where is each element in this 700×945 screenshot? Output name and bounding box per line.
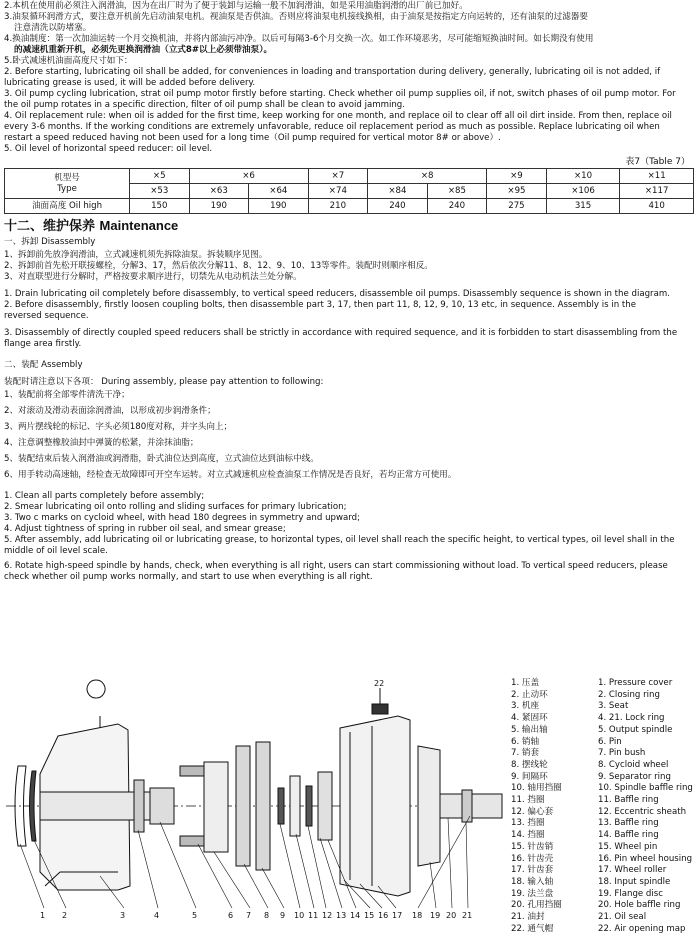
maintenance-heading bbox=[4, 218, 696, 235]
group-cell: ×7 bbox=[308, 169, 368, 184]
group-cell: ×9 bbox=[487, 169, 547, 184]
callout-label: 5 bbox=[192, 911, 198, 920]
eccentric-sheath-part bbox=[290, 776, 300, 836]
disassembly-cn-line: 2、拆卸前首先松开联接螺栓，分解3、17，然后依次分解11、8、12、9、10、13等零件。装配时则顺序相反。 bbox=[4, 261, 433, 271]
assembly-en-line: 6. Rotate high-speed spindle by hands, check, when everything is all right, users can start commissioning without load. To vertical speed reducers, please bbox=[4, 561, 668, 571]
page bbox=[4, 1, 696, 583]
oil-label-cell: 油面高度 Oil high bbox=[5, 199, 130, 214]
disassembly-en-line: flange area firstly. bbox=[4, 339, 82, 349]
disassembly-cn bbox=[4, 250, 696, 283]
parts-en-item: 3. Seat bbox=[598, 701, 629, 712]
callout-label: 13 bbox=[336, 911, 347, 920]
callout-label: 6 bbox=[228, 911, 234, 920]
model-label-cell bbox=[5, 169, 130, 199]
parts-cn-item: 19. 法兰盘 bbox=[511, 888, 554, 899]
parts-en-item: 5. Output spindle bbox=[598, 724, 673, 735]
cycloid-wheel-part bbox=[236, 746, 250, 866]
callout-label: 9 bbox=[280, 911, 286, 920]
parts-en-item: 7. Pin bush bbox=[598, 748, 646, 759]
note-en-line: lubricating grease is used, it will be added before delivery. bbox=[4, 78, 256, 88]
note-cn-line: 的减速机重新开机，必须先更换润滑油（立式8#以上必须带油泵）。 bbox=[14, 45, 273, 55]
parts-en-item: 20. Hole baffle ring bbox=[598, 900, 681, 911]
callout-label: 14 bbox=[350, 911, 361, 920]
type-cell: ×106 bbox=[546, 184, 620, 199]
callout-label: 19 bbox=[430, 911, 441, 920]
parts-cn-item: 1. 压盖 bbox=[511, 678, 540, 688]
type-cell: ×74 bbox=[308, 184, 368, 199]
disassembly-en-line: reversed sequence. bbox=[4, 311, 89, 321]
callout-label: 22 bbox=[374, 679, 385, 688]
assembly-cn-line: 1、装配前将全部零件清洗干净； bbox=[4, 390, 130, 400]
disassembly-cn-line: 1、拆卸前先放净润滑油，立式减速机须先拆除油泵。拆装顺序见图。 bbox=[4, 250, 268, 260]
parts-cn-item: 13. 挡圈 bbox=[511, 818, 545, 829]
callout-label: 15 bbox=[364, 911, 375, 920]
callout-label: 1 bbox=[40, 911, 46, 920]
type-cell: ×64 bbox=[249, 184, 309, 199]
parts-en-item: 19. Flange disc bbox=[598, 888, 663, 899]
assembly-en-line: 1. Clean all parts completely before assembly; bbox=[4, 491, 205, 501]
parts-cn-item: 8. 摆线轮 bbox=[511, 759, 548, 770]
parts-cn-item: 20. 孔用挡圈 bbox=[511, 900, 562, 911]
disassembly-en-line: 1. Drain lubricating oil completely before disassembly, to vertical speed reducers, disassemble oil pumps. Disassembly sequence is shown in the diagram. bbox=[4, 289, 670, 299]
parts-en-item: 16. Pin wheel housing bbox=[598, 853, 693, 864]
assembly-heading: 二、装配 Assembly bbox=[4, 360, 83, 370]
group-cell: ×8 bbox=[368, 169, 487, 184]
maintenance-title-cn: 十二、维护保养 bbox=[4, 219, 96, 234]
callout-label: 17 bbox=[392, 911, 403, 920]
callout-label: 3 bbox=[120, 911, 126, 920]
disassembly-heading: 一、拆卸 Disassembly bbox=[4, 237, 96, 247]
assembly-en-line: middle of oil level scale. bbox=[4, 546, 108, 556]
parts-en-item: 8. Cycloid wheel bbox=[598, 759, 669, 770]
parts-cn-item: 3. 机座 bbox=[511, 701, 540, 712]
callout-label: 10 bbox=[294, 911, 305, 920]
exploded-view-diagram bbox=[0, 676, 510, 942]
oil-value-cell: 410 bbox=[620, 199, 694, 214]
type-cell: ×63 bbox=[189, 184, 249, 199]
note-cn-line: 4.换油制度：第一次加油运转一个月交换机油，并将内部油污冲净。以后可每隔3-6个月交换一次。如工作环境恶劣，尽可能缩短换油时间。如长期没有使用 bbox=[4, 34, 594, 44]
flange-disc-part bbox=[418, 746, 440, 866]
maintenance-title-en: Maintenance bbox=[99, 218, 179, 233]
spacer bbox=[4, 350, 696, 360]
assembly-en-line: check whether oil pump works normally, and start to use when everything is all right. bbox=[4, 572, 373, 582]
parts-en-item: 4. 21. Lock ring bbox=[598, 713, 665, 724]
table-row bbox=[5, 199, 694, 214]
parts-en-item: 2. Closing ring bbox=[598, 689, 660, 700]
oil-value-cell: 190 bbox=[189, 199, 249, 214]
note-cn-line: 5.卧式减速机油面高度尺寸如下： bbox=[4, 56, 133, 66]
note-en-line: 5. Oil level of horizontal speed reducer: oil level. bbox=[4, 144, 213, 154]
callout-label: 21 bbox=[462, 911, 473, 920]
callout-label: 8 bbox=[264, 911, 270, 920]
parts-cn-item: 6. 销轴 bbox=[511, 736, 540, 747]
parts-en-item: 11. Baffle ring bbox=[598, 795, 659, 806]
parts-en-item: 9. Separator ring bbox=[598, 771, 671, 782]
disassembly-cn-line: 3、对直联型进行分解时，严格按要求顺序进行，切禁先从电动机法兰处分解。 bbox=[4, 272, 302, 282]
oil-level-table bbox=[4, 168, 694, 214]
spacer bbox=[4, 481, 696, 491]
note-cn-line: 注意清洗以防堵塞。 bbox=[14, 23, 92, 33]
note-en-line: 2. Before starting, lubricating oil shall be added, for conveniences in loading and transportation during delivery, generally, lubricating oil is not added, if bbox=[4, 67, 661, 77]
note-cn-line: 3.油泵循环润滑方式，要注意开机前先启动油泵电机。视油泵是否供油。否则应将油泵电机接线换相，由于油泵是按指定方向运转的，还有油泵的过滤器要 bbox=[4, 12, 588, 22]
disassembly-en-line: 2. Before disassembly, firstly loosen coupling bolts, then disassemble part 3, 17, then part 11, 8, 12, 9, 10, 13 etc, in sequence. Assembly is in the bbox=[4, 300, 636, 310]
assembly-cn-line: 2、对滚动及滑动表面涂润滑油，以形成初步润滑条件； bbox=[4, 406, 216, 416]
callout-label: 2 bbox=[62, 911, 68, 920]
parts-en-item: 13. Baffle ring bbox=[598, 818, 659, 829]
assembly-en-line: 4. Adjust tightness of spring in rubber oil seal, and smear grease; bbox=[4, 524, 286, 534]
parts-en-item: 12. Eccentric sheath bbox=[598, 806, 687, 817]
note-en-line: every 3-6 months. If the working conditions are extremely unfavorable, reduce oil replacement period as much as possible. Replace lubricating oil when bbox=[4, 122, 660, 132]
type-cell: ×53 bbox=[130, 184, 190, 199]
parts-cn-item: 10. 轴用挡圈 bbox=[511, 783, 562, 794]
parts-en-item: 21. Oil seal bbox=[598, 912, 647, 923]
parts-cn-item: 22. 通气帽 bbox=[511, 923, 554, 934]
assembly-intro: 装配时请注意以下各项： During assembly, please pay attention to following: bbox=[4, 377, 324, 387]
note-en-line: 3. Oil pump cycling lubrication, strat oil pump motor firstly before starting. Check whether oil pump supplies oil, if not, switch phases of oil pump motor. For bbox=[4, 89, 676, 99]
lock-ring-part bbox=[134, 780, 144, 832]
type-cell: ×95 bbox=[487, 184, 547, 199]
oil-value-cell: 150 bbox=[130, 199, 190, 214]
model-label-cn: 机型号 bbox=[54, 172, 80, 183]
oil-value-cell: 315 bbox=[546, 199, 620, 214]
callout-label: 16 bbox=[378, 911, 389, 920]
parts-en-item: 6. Pin bbox=[598, 736, 622, 747]
callout-label: 7 bbox=[246, 911, 252, 920]
notes-cn bbox=[4, 1, 696, 67]
parts-cn-item: 16. 针齿壳 bbox=[511, 853, 554, 864]
assembly-en bbox=[4, 491, 696, 583]
air-cap-part bbox=[372, 704, 388, 714]
oil-value-cell: 240 bbox=[368, 199, 428, 214]
baffle-ring-part bbox=[306, 786, 312, 826]
note-en-line: the oil pump rotates in a specific direction, filter of oil pump shall be clean to avoid jamming. bbox=[4, 100, 405, 110]
type-cell: ×117 bbox=[620, 184, 694, 199]
assembly-cn-line: 4、注意调整橡胶油封中弹簧的松紧，并涂抹油脂； bbox=[4, 438, 199, 448]
group-cell: ×11 bbox=[620, 169, 694, 184]
parts-en-item: 18. Input spindle bbox=[598, 876, 671, 887]
assembly-cn bbox=[4, 390, 696, 481]
parts-cn-item: 4. 紧固环 bbox=[511, 713, 548, 724]
callout-label: 12 bbox=[322, 911, 333, 920]
parts-legend-cn bbox=[511, 678, 562, 935]
oil-value-cell: 190 bbox=[249, 199, 309, 214]
separator-ring-part bbox=[278, 788, 284, 824]
parts-cn-item: 12. 偏心套 bbox=[511, 806, 554, 817]
group-cell: ×6 bbox=[189, 169, 308, 184]
callout-label: 20 bbox=[446, 911, 457, 920]
assembly-en-line: 2. Smear lubricating oil onto rolling and sliding surfaces for primary lubrication; bbox=[4, 502, 347, 512]
cycloid-wheel-part bbox=[256, 742, 270, 870]
pin-bush-part bbox=[204, 762, 228, 852]
callout-label: 18 bbox=[412, 911, 423, 920]
parts-en-item: 22. Air opening map bbox=[598, 923, 686, 934]
parts-en-item: 15. Wheel pin bbox=[598, 841, 658, 852]
parts-en-item: 1. Pressure cover bbox=[598, 678, 673, 688]
parts-cn-item: 21. 油封 bbox=[511, 912, 545, 923]
group-cell: ×5 bbox=[130, 169, 190, 184]
type-cell: ×84 bbox=[368, 184, 428, 199]
notes-en bbox=[4, 67, 696, 155]
parts-en-item: 10. Spindle baffle ring bbox=[598, 783, 693, 794]
assembly-en-line: 3. Two c marks on cycloid wheel, with head 180 degrees in symmetry and upward; bbox=[4, 513, 360, 523]
parts-cn-item: 5. 输出轴 bbox=[511, 724, 548, 735]
table-row bbox=[5, 169, 694, 184]
output-shaft-flange bbox=[150, 788, 174, 824]
assembly-cn-line: 3、两片摆线轮的标记、字头必须180度对称，并字头向上； bbox=[4, 422, 233, 432]
model-label-en: Type bbox=[57, 183, 77, 194]
parts-cn-item: 15. 针齿销 bbox=[511, 841, 554, 852]
parts-en-item: 17. Wheel roller bbox=[598, 865, 667, 876]
parts-cn-item: 18. 输入轴 bbox=[511, 876, 554, 887]
disassembly-en-line: 3. Disassembly of directly coupled speed reducers shall be strictly in accordance with required sequence, and it is forbidden to start disassembling from the bbox=[4, 328, 678, 338]
oil-seal-part bbox=[462, 790, 472, 822]
parts-cn-item: 14. 挡圈 bbox=[511, 830, 545, 841]
parts-cn-item: 2. 止动环 bbox=[511, 689, 548, 700]
note-en-line: restart a speed reduced having not been used for a long time（Oil pump required for vertical motor 8# or above）. bbox=[4, 133, 501, 143]
oil-value-cell: 275 bbox=[487, 199, 547, 214]
disassembly-en bbox=[4, 289, 696, 350]
parts-cn-item: 11. 挡圈 bbox=[511, 795, 545, 806]
lifting-eye-part bbox=[87, 680, 105, 698]
assembly-cn-line: 6、用手转动高速轴，经检查无故障即可开空车运转。对立式减速机应检查油泵工作情况是否良好，若均正常方可使用。 bbox=[4, 470, 457, 480]
parts-legend-en bbox=[598, 678, 693, 935]
parts-en-item: 14. Baffle ring bbox=[598, 830, 659, 841]
assembly-cn-line: 5、装配结束后装入润滑油或润滑脂，卧式油位达到高度，立式油位达到油标中线。 bbox=[4, 454, 319, 464]
table-caption: 表7（Table 7） bbox=[625, 157, 690, 167]
note-cn-line: 2.本机在使用前必须注入润滑油，因为在出厂时为了便于装卸与运输一般不加润滑油，如是采用油脂润滑的出厂前已加好。 bbox=[4, 1, 468, 11]
callout-label: 4 bbox=[154, 911, 160, 920]
oil-value-cell: 240 bbox=[427, 199, 487, 214]
wheel-roller-part bbox=[318, 772, 332, 840]
note-en-line: 4. Oil replacement rule: when oil is added for the first time, keep working for one month, and replace oil to clear off all oil dirt inside. From then, replace oil bbox=[4, 111, 672, 121]
type-cell: ×85 bbox=[427, 184, 487, 199]
group-cell: ×10 bbox=[546, 169, 620, 184]
parts-cn-item: 9. 间隔环 bbox=[511, 771, 548, 782]
parts-cn-item: 17. 针齿套 bbox=[511, 865, 554, 876]
assembly-en-line: 5. After assembly, add lubricating oil or lubricating grease, to horizontal types, oil level shall reach the specific height, to vertical types, oil level shall in the bbox=[4, 535, 675, 545]
callout-label: 11 bbox=[308, 911, 319, 920]
parts-cn-item: 7. 销套 bbox=[511, 748, 540, 759]
closing-ring-part bbox=[30, 771, 37, 841]
oil-value-cell: 210 bbox=[308, 199, 368, 214]
